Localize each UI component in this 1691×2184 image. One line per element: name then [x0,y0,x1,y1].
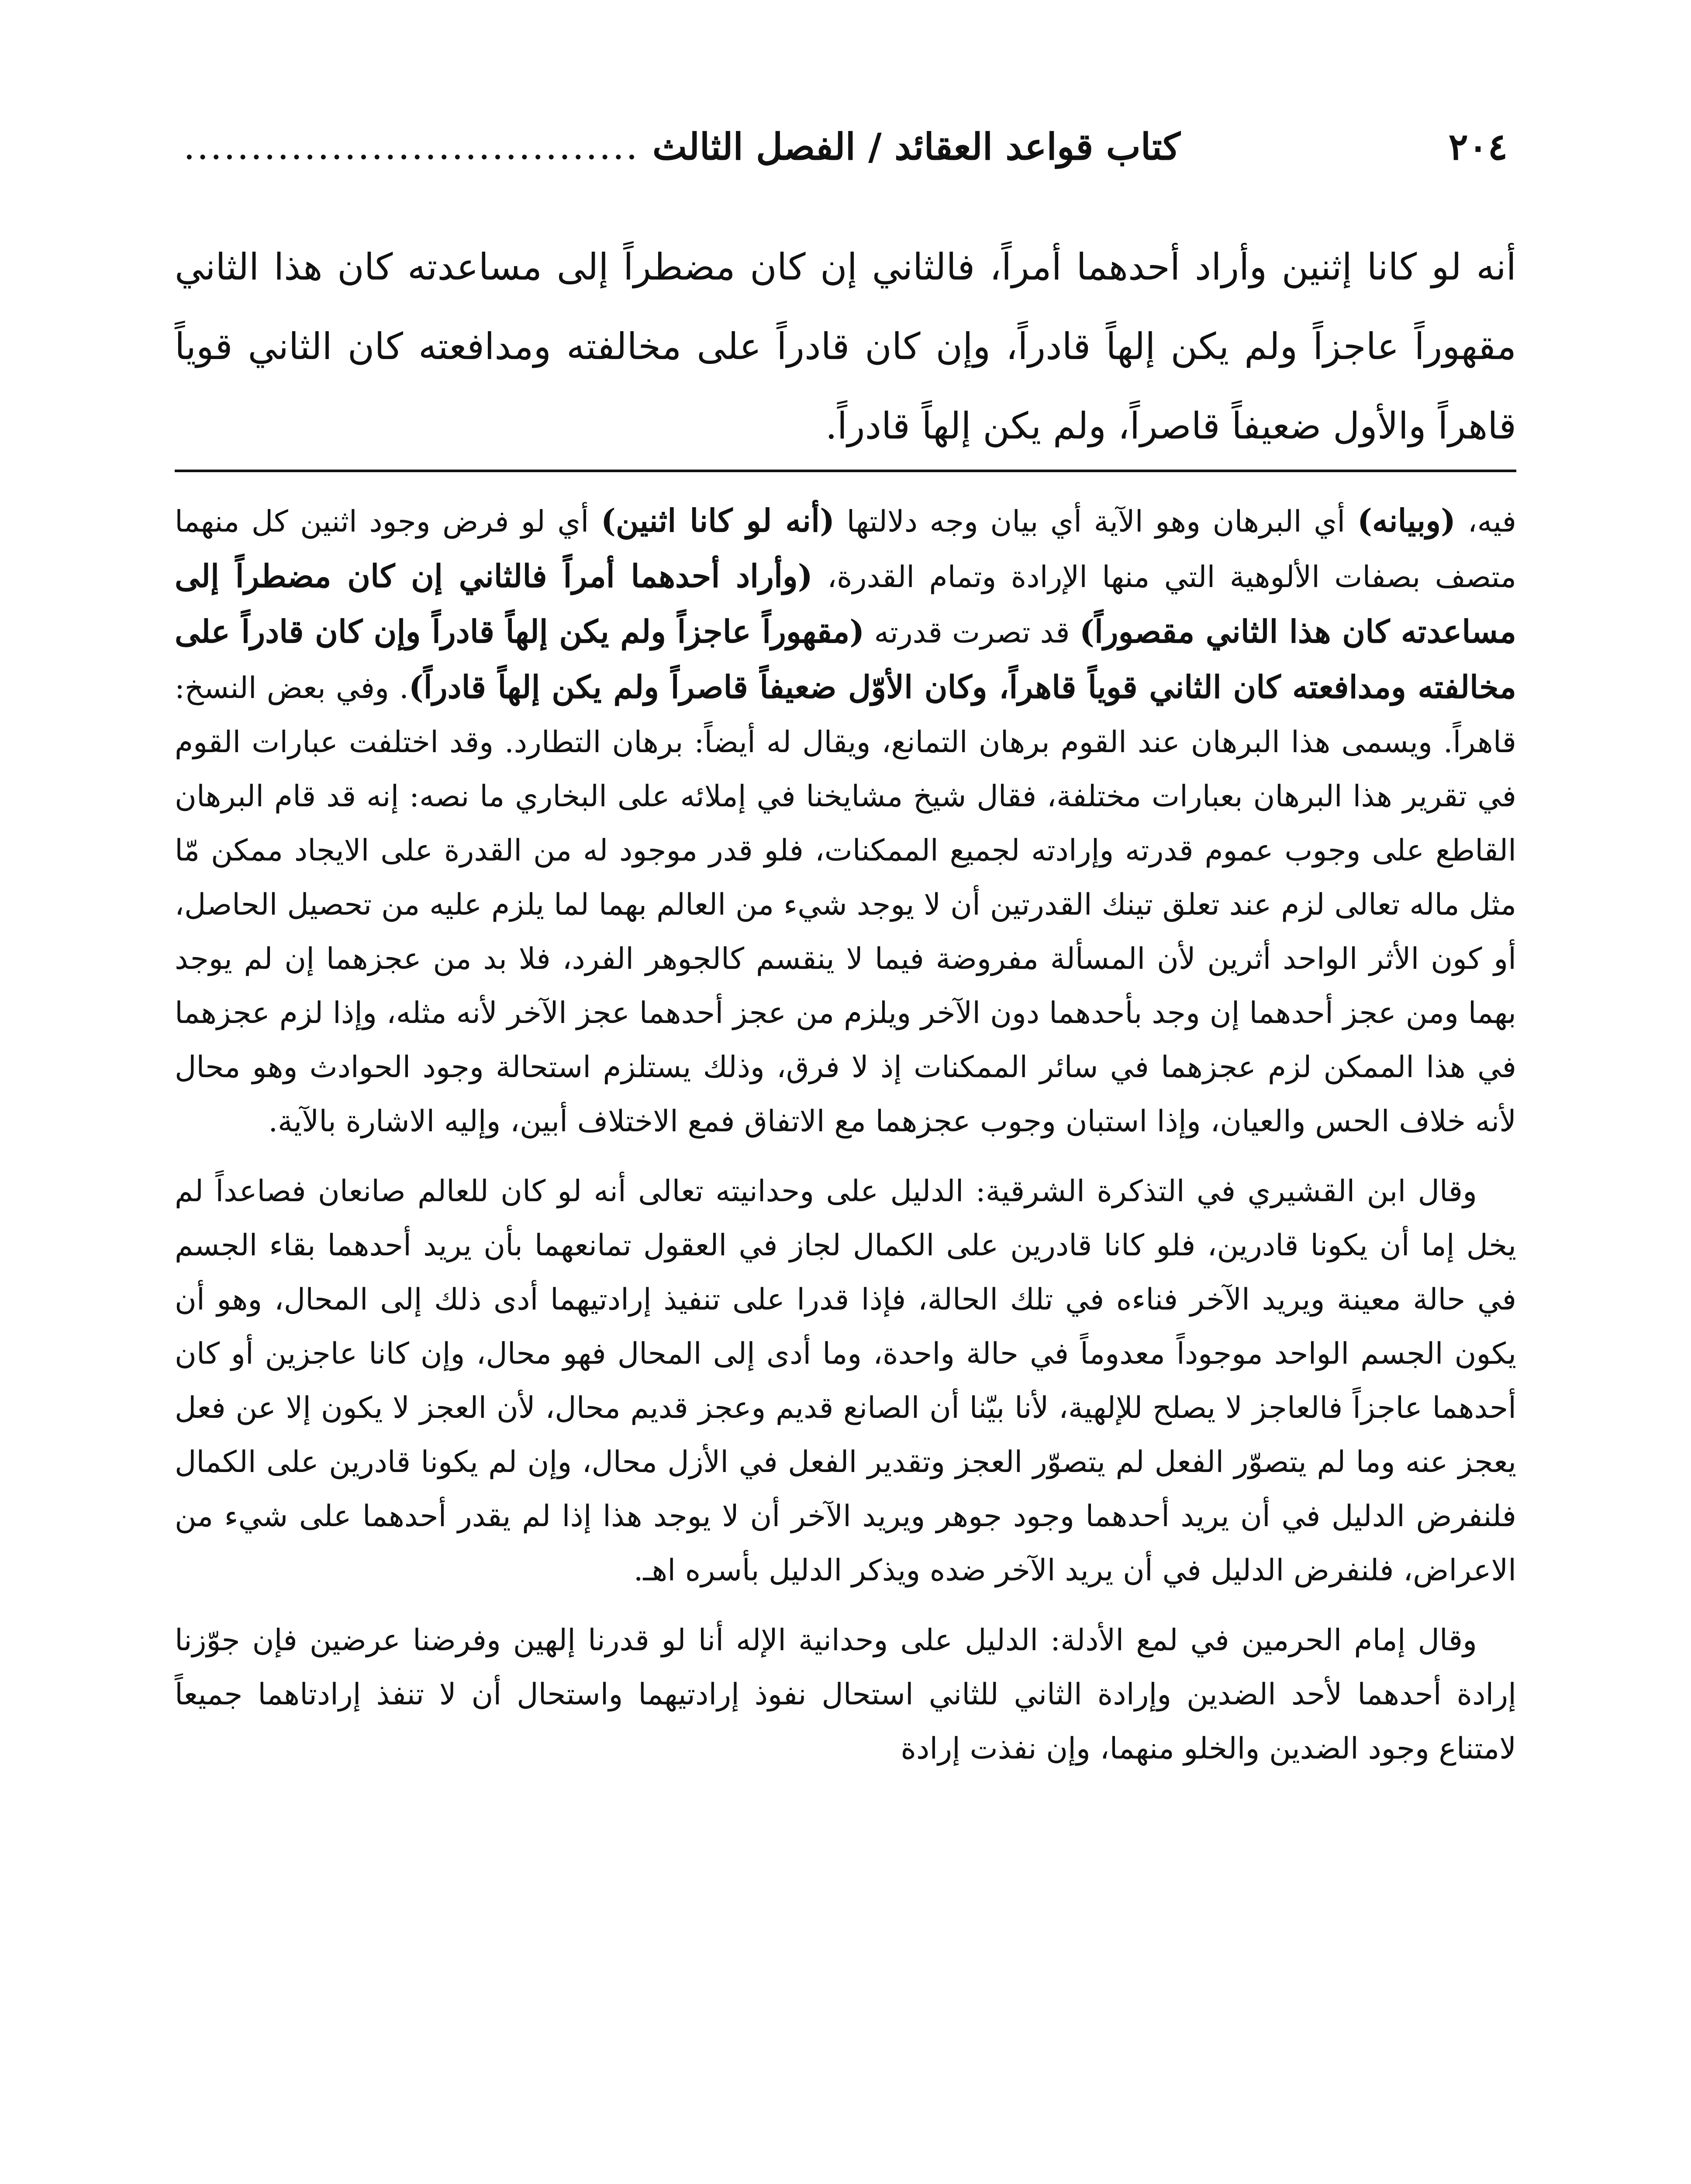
commentary-block [175,494,1516,1792]
page-number: ٢٠٤ [1448,124,1508,168]
commentary-paragraph-2: وقال ابن القشيري في التذكرة الشرقية: الدليل على وحدانيته تعالى أنه لو كان للعالم صانعان فصاعداً لم يخل إما أن يكونا قادرين، فلو كانا قادرين على الكمال لجاز في العقول تمانعهما بأن يريد أحدهما بقاء الجسم في حالة معينة ويريد الآخر فناءه في تلك الحالة، فإذا قدرا على تنفيذ إرادتيهما أدى ذلك إلى المحال، وهو أن يكون الجسم الواحد موجوداً معدوماً في حالة واحدة، وما أدى إلى المحال فهو محال، وإن كانا عاجزين أو كان أحدهما عاجزاً فالعاجز لا يصلح للإلهية، لأنا بيّنا أن الصانع قديم وعجز قديم محال، لأن العجز لا يكون إلا عن فعل يعجز عنه وما لم يتصوّر الفعل لم يتصوّر العجز وتقدير الفعل في الأزل محال، وإن لم يكونا قادرين على الكمال فلنفرض الدليل في أن يريد أحدهما وجود جوهر ويريد الآخر أن لا يوجد هذا إذا لم يقدر أحدهما على شيء من الاعراض، فلنفرض الدليل في أن يريد الآخر ضده ويذكر الدليل بأسره اهـ. [175,1174,1516,1588]
quoted-matn: (وأراد أحدهما أمراً فالثاني إن كان مضطراً إلى مساعدته كان هذا الثاني مقصوراً) [175,557,1516,650]
commentary-paragraph-3: وقال إمام الحرمين في لمع الأدلة: الدليل على وحدانية الإله أنا لو قدرنا إلهين وفرضنا عرضين فإن جوّزنا إرادة أحدهما لأحد الضدين وإرادة الثاني للثاني استحال نفوذ إرادتيهما واستحال أن لا تنفذ إرادتاهما جميعاً لامتناع وجود الضدين والخلو منهما، وإن نفذت إرادة [175,1623,1516,1766]
running-title-group [183,125,1180,168]
main-text-block [175,227,1516,466]
page-header [183,118,1508,175]
commentary-text: فيه، [1456,505,1517,539]
commentary-paragraph-1 [175,494,1516,1149]
main-text: أنه لو كانا إثنين وأراد أحدهما أمراً، فالثاني إن كان مضطراً إلى مساعدته كان هذا الثاني مقهوراً عاجزاً ولم يكن إلهاً قادراً، وإن كان قادراً على مخالفته ومدافعته كان الثاني قوياً قاهراً والأول ضعيفاً قاصراً، ولم يكن إلهاً قادراً. [175,245,1516,447]
commentary-text: . وفي بعض النسخ: قاهراً. ويسمى هذا البرهان عند القوم برهان التمانع، ويقال له أيضاً: برهان التطارد. وقد اختلفت عبارات القوم في تقرير هذا البرهان بعبارات مختلفة، فقال شيخ مشايخنا في إملائه على البخاري ما نصه: إنه قد قام البرهان القاطع على وجوب عموم قدرته وإرادته لجميع الممكنات، فلو قدر موجود له من القدرة على الايجاد ممكن مّا مثل ماله تعالى لزم عند تعلق تينك القدرتين أن لا يوجد شيء من العالم بهما لما يلزم عليه من تحصيل الحاصل، أو كون الأثر الواحد أثرين لأن المسألة مفروضة فيما لا ينقسم كالجوهر الفرد، فلا بد من عجزهما إن لم يوجد بهما ومن عجز أحدهما إن وجد بأحدهما دون الآخر ويلزم من عجز أحدهما عجز الآخر لأنه مثله، وإذا لزم عجزهما في هذا الممكن لزم عجزهما في سائر الممكنات إذ لا فرق، وذلك يستلزم استحالة وجود الحوادث وهو محال لأنه خلاف الحس والعيان، وإذا استبان وجوب عجزهما مع الاتفاق فمع الاختلاف أبين، وإليه الاشارة بالآية. [175,671,1516,1139]
running-title: كتاب قواعد العقائد / الفصل الثالث [652,124,1180,168]
footnote-separator [175,470,1516,472]
quoted-matn: (وبيانه) [1357,502,1456,539]
leader-dots: .................................. [183,125,639,168]
commentary-text: أي لو فرض وجود اثنين كل منهما متصف بصفات الألوهية التي منها الإرادة وتمام القدرة، [175,505,1516,594]
quoted-matn: (أنه لو كانا اثنين) [600,502,835,539]
commentary-text: قد تصرت قدرته [864,615,1080,650]
quoted-matn: (مقهوراً عاجزاً ولم يكن إلهاً قادراً وإن كان قادراً على مخالفته ومدافعته كان الثاني قوياً قاهراً، وكان الأوّل ضعيفاً قاصراً ولم يكن إلهاً قادراً) [175,613,1516,705]
commentary-text: أي البرهان وهو الآية أي بيان وجه دلالتها [835,505,1357,539]
